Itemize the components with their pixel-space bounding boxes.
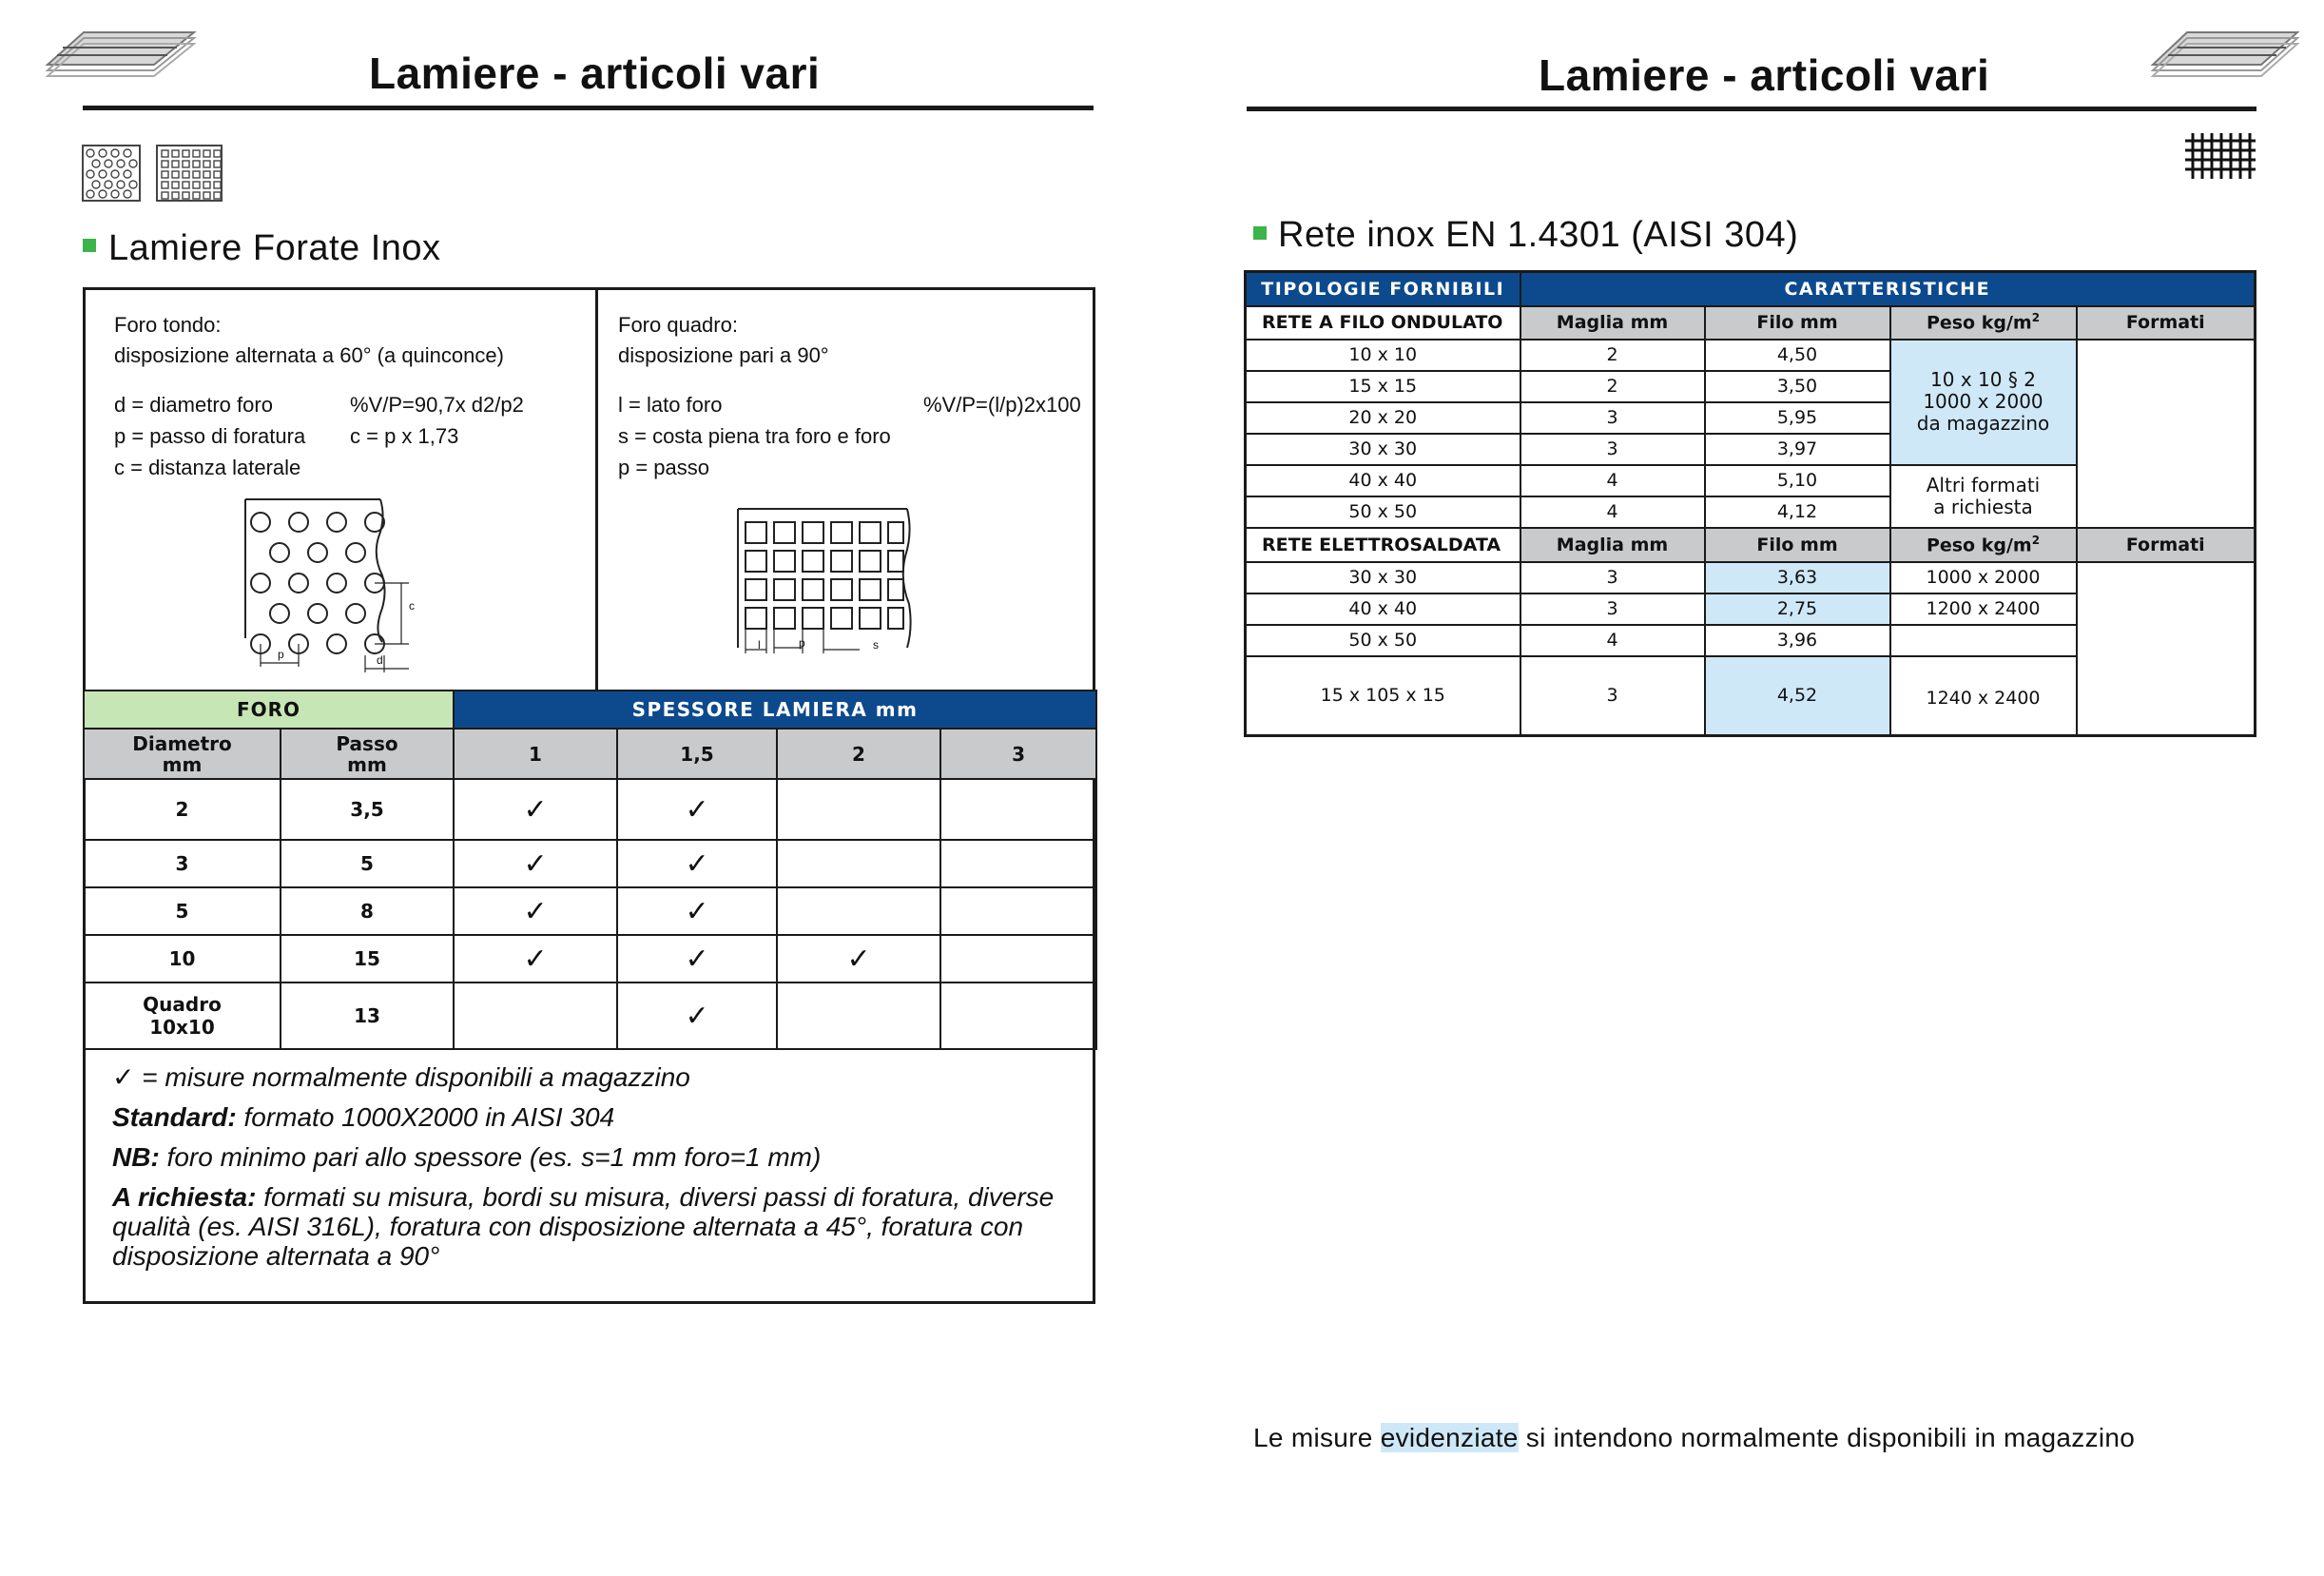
note-nb-label: NB: [112, 1142, 160, 1172]
cell-diametro: 5 [84, 887, 281, 935]
perforated-sheets-box [83, 287, 1095, 1304]
mesh-table [1244, 270, 2256, 737]
section-title-right: Rete inox EN 1.4301 (AISI 304) [1278, 215, 1799, 255]
cell-peso: 4,12 [1705, 496, 1890, 528]
cell-filo: 3 [1520, 562, 1705, 593]
cell-diametro: Quadro 10x10 [84, 983, 281, 1049]
cell-maglia: 40 x 40 [1246, 593, 1520, 625]
cell-maglia: 10 x 10 [1246, 340, 1520, 371]
footer-pre: Le misure [1253, 1423, 1381, 1452]
cell-formati-request: Altri formati a richiesta [1890, 465, 2077, 528]
cell-passo: 15 [281, 935, 454, 983]
cell-passo: 5 [281, 840, 454, 887]
cell-passo: 3,5 [281, 779, 454, 840]
check-icon: ✓ [523, 846, 548, 881]
section-bullet-left [83, 239, 96, 252]
cell-availability [940, 935, 1096, 983]
cell-passo: 8 [281, 887, 454, 935]
footer-post: si intendono normalmente disponibili in magazzino [1518, 1423, 2136, 1452]
table-row [1246, 465, 2256, 496]
note-standard-label: Standard: [112, 1102, 237, 1132]
hdr-peso-2-text: Peso kg/m [1926, 535, 2032, 556]
cell-availability [454, 983, 617, 1049]
cell-availability [940, 779, 1096, 840]
hdr-maglia-1: Maglia mm [1520, 306, 1705, 340]
table-row [84, 840, 1096, 887]
table-row [1246, 402, 2256, 434]
square-heading: Foro quadro: [618, 313, 738, 337]
footer-highlight: evidenziate [1380, 1423, 1519, 1452]
cell-availability [454, 840, 617, 887]
table-row [1246, 340, 2256, 371]
round-formula2: c = p x 1,73 [350, 424, 459, 448]
round-label-d: d [377, 653, 383, 667]
hdr-maglia-2: Maglia mm [1520, 528, 1705, 562]
note-request-label: A richiesta: [112, 1182, 257, 1212]
cell-peso: 3,96 [1705, 625, 1890, 656]
cell-availability [940, 840, 1096, 887]
cell-filo: 2 [1520, 340, 1705, 371]
cell-maglia: 50 x 50 [1246, 496, 1520, 528]
title-rule-right [1247, 107, 2256, 111]
hdr-spessore: SPESSORE LAMIERA mm [454, 691, 1096, 729]
hdr-formati-1: Formati [2077, 306, 2256, 340]
title-rule-left [83, 106, 1094, 110]
wire-mesh-icon [2183, 131, 2257, 181]
table-row [1246, 496, 2256, 528]
cell-availability [454, 779, 617, 840]
cell-availability [454, 887, 617, 935]
cell-diametro: 3 [84, 840, 281, 887]
hdr-tipologie: TIPOLOGIE FORNIBILI [1246, 272, 1520, 306]
cell-availability [777, 779, 940, 840]
cell-filo: 3 [1520, 656, 1705, 736]
hdr-peso-2 [1890, 528, 2077, 562]
hdr-filo-2: Filo mm [1705, 528, 1890, 562]
cell-passo: 13 [281, 983, 454, 1049]
check-icon: ✓ [685, 894, 709, 928]
note-standard-text: formato 1000X2000 in AISI 304 [236, 1102, 615, 1132]
metal-sheet-icon [44, 29, 205, 78]
hdr-peso-2-sup: 2 [2031, 533, 2041, 547]
square-arrangement: disposizione pari a 90° [618, 343, 829, 367]
table-row [1246, 371, 2256, 402]
cell-filo: 4 [1520, 625, 1705, 656]
section-title-left: Lamiere Forate Inox [108, 228, 441, 268]
cell-diametro: 10 [84, 935, 281, 983]
table-row [84, 983, 1096, 1049]
cell-filo: 3 [1520, 402, 1705, 434]
hdr-thickness-4: 3 [940, 729, 1096, 779]
square-hole-diagram [732, 505, 922, 667]
table-row [1246, 434, 2256, 465]
type-elettrosaldata: RETE ELETTROSALDATA [1246, 528, 1520, 562]
cell-availability [940, 887, 1096, 935]
note-nb-text: foro minimo pari allo spessore (es. s=1 mm foro=1 mm) [159, 1142, 822, 1172]
square-label-p: p [799, 636, 805, 650]
cell-formati [1890, 625, 2077, 656]
check-icon: ✓ [685, 846, 709, 881]
cell-peso: 3,97 [1705, 434, 1890, 465]
note-request [112, 1182, 1073, 1271]
cell-availability [454, 935, 617, 983]
cell-peso: 5,10 [1705, 465, 1890, 496]
hdr-thickness-2: 1,5 [617, 729, 777, 779]
hdr-thickness-3: 2 [777, 729, 940, 779]
cell-filo: 3 [1520, 593, 1705, 625]
cell-maglia: 20 x 20 [1246, 402, 1520, 434]
check-icon: ✓ [685, 999, 709, 1033]
cell-availability [617, 935, 777, 983]
cell-maglia: 15 x 105 x 15 [1246, 656, 1520, 736]
diagram-divider [595, 290, 598, 690]
notes-block [112, 1062, 1073, 1271]
section-bullet-right [1253, 226, 1267, 240]
check-icon: ✓ [523, 894, 548, 928]
cell-filo: 2 [1520, 371, 1705, 402]
round-label-c: c [409, 599, 415, 613]
table-row [1246, 593, 2256, 625]
cell-formati: 1240 x 2400 [1890, 656, 2077, 736]
check-icon: ✓ [523, 942, 548, 976]
hdr-filo-1: Filo mm [1705, 306, 1890, 340]
cell-availability [617, 779, 777, 840]
cell-filo: 4 [1520, 465, 1705, 496]
round-formula1: %V/P=90,7x d2/p2 [350, 393, 524, 417]
note-nb [112, 1142, 1073, 1172]
hdr-caratteristiche: CARATTERISTICHE [1520, 272, 2256, 306]
hdr-formati-2: Formati [2077, 528, 2256, 562]
note-request-text: formati su misura, bordi su misura, diversi passi di foratura, diverse qualità (es. AISI 316L), foratura con disposizione alternata a 45°, foratura con disposizione alternata a 90° [112, 1182, 1055, 1271]
round-c: c = distanza laterale [114, 456, 301, 479]
footer-note [1253, 1423, 2135, 1453]
round-label-p: p [278, 648, 284, 661]
cell-peso: 4,50 [1705, 340, 1890, 371]
cell-filo: 4 [1520, 496, 1705, 528]
square-formula: %V/P=(l/p)2x100 [923, 393, 1081, 417]
cell-maglia: 40 x 40 [1246, 465, 1520, 496]
check-icon: ✓ [685, 942, 709, 976]
hdr-passo: Passo mm [281, 729, 454, 779]
table-row [1246, 625, 2256, 656]
table-row [84, 887, 1096, 935]
round-arrangement: disposizione alternata a 60° (a quinconce) [114, 343, 504, 367]
round-hole-diagram [238, 496, 466, 676]
cell-maglia: 50 x 50 [1246, 625, 1520, 656]
metal-sheet-icon-right [2140, 29, 2301, 78]
table-row [84, 779, 1096, 840]
cell-diametro: 2 [84, 779, 281, 840]
check-icon: ✓ [846, 942, 871, 976]
cell-formati: 1200 x 2400 [1890, 593, 2077, 625]
cell-peso: 3,63 [1705, 562, 1890, 593]
cell-availability [617, 840, 777, 887]
hdr-peso-1 [1890, 306, 2077, 340]
square-p: p = passo [618, 456, 710, 479]
hdr-thickness-1: 1 [454, 729, 617, 779]
page-title-left: Lamiere - articoli vari [369, 49, 821, 98]
round-p: p = passo di foratura [114, 424, 306, 448]
table-row [1246, 656, 2256, 736]
table-row [1246, 562, 2256, 593]
cell-maglia: 30 x 30 [1246, 562, 1520, 593]
round-heading: Foro tondo: [114, 313, 222, 337]
perforated-sheet-icons [82, 145, 224, 204]
type-ondulato: RETE A FILO ONDULATO [1246, 306, 1520, 340]
check-icon: ✓ [685, 792, 709, 827]
page-title-right: Lamiere - articoli vari [1539, 50, 1990, 100]
cell-filo: 3 [1520, 434, 1705, 465]
cell-availability [777, 983, 940, 1049]
perforated-table [83, 690, 1097, 1050]
round-d: d = diametro foro [114, 393, 273, 417]
cell-availability [617, 983, 777, 1049]
note-standard [112, 1102, 1073, 1132]
square-label-s: s [873, 638, 879, 652]
hdr-peso-1-sup: 2 [2031, 311, 2041, 325]
hdr-foro: FORO [84, 691, 454, 729]
square-label-l: l [758, 638, 761, 652]
hdr-peso-1-text: Peso kg/m [1926, 312, 2032, 334]
cell-peso: 2,75 [1705, 593, 1890, 625]
cell-peso: 5,95 [1705, 402, 1890, 434]
cell-availability [617, 887, 777, 935]
square-s: s = costa piena tra foro e foro [618, 424, 891, 448]
table-row [84, 935, 1096, 983]
cell-formati-stock: 10 x 10 § 2 1000 x 2000 da magazzino [1890, 340, 2077, 465]
cell-availability [777, 887, 940, 935]
cell-availability [777, 935, 940, 983]
cell-availability [777, 840, 940, 887]
cell-maglia: 15 x 15 [1246, 371, 1520, 402]
cell-formati: 1000 x 2000 [1890, 562, 2077, 593]
cell-maglia: 30 x 30 [1246, 434, 1520, 465]
hdr-diametro: Diametro mm [84, 729, 281, 779]
note-availability: ✓ = misure normalmente disponibili a magazzino [112, 1062, 690, 1092]
cell-availability [940, 983, 1096, 1049]
cell-peso: 3,50 [1705, 371, 1890, 402]
cell-peso: 4,52 [1705, 656, 1890, 736]
check-icon: ✓ [523, 792, 548, 827]
square-l: l = lato foro [618, 393, 723, 417]
